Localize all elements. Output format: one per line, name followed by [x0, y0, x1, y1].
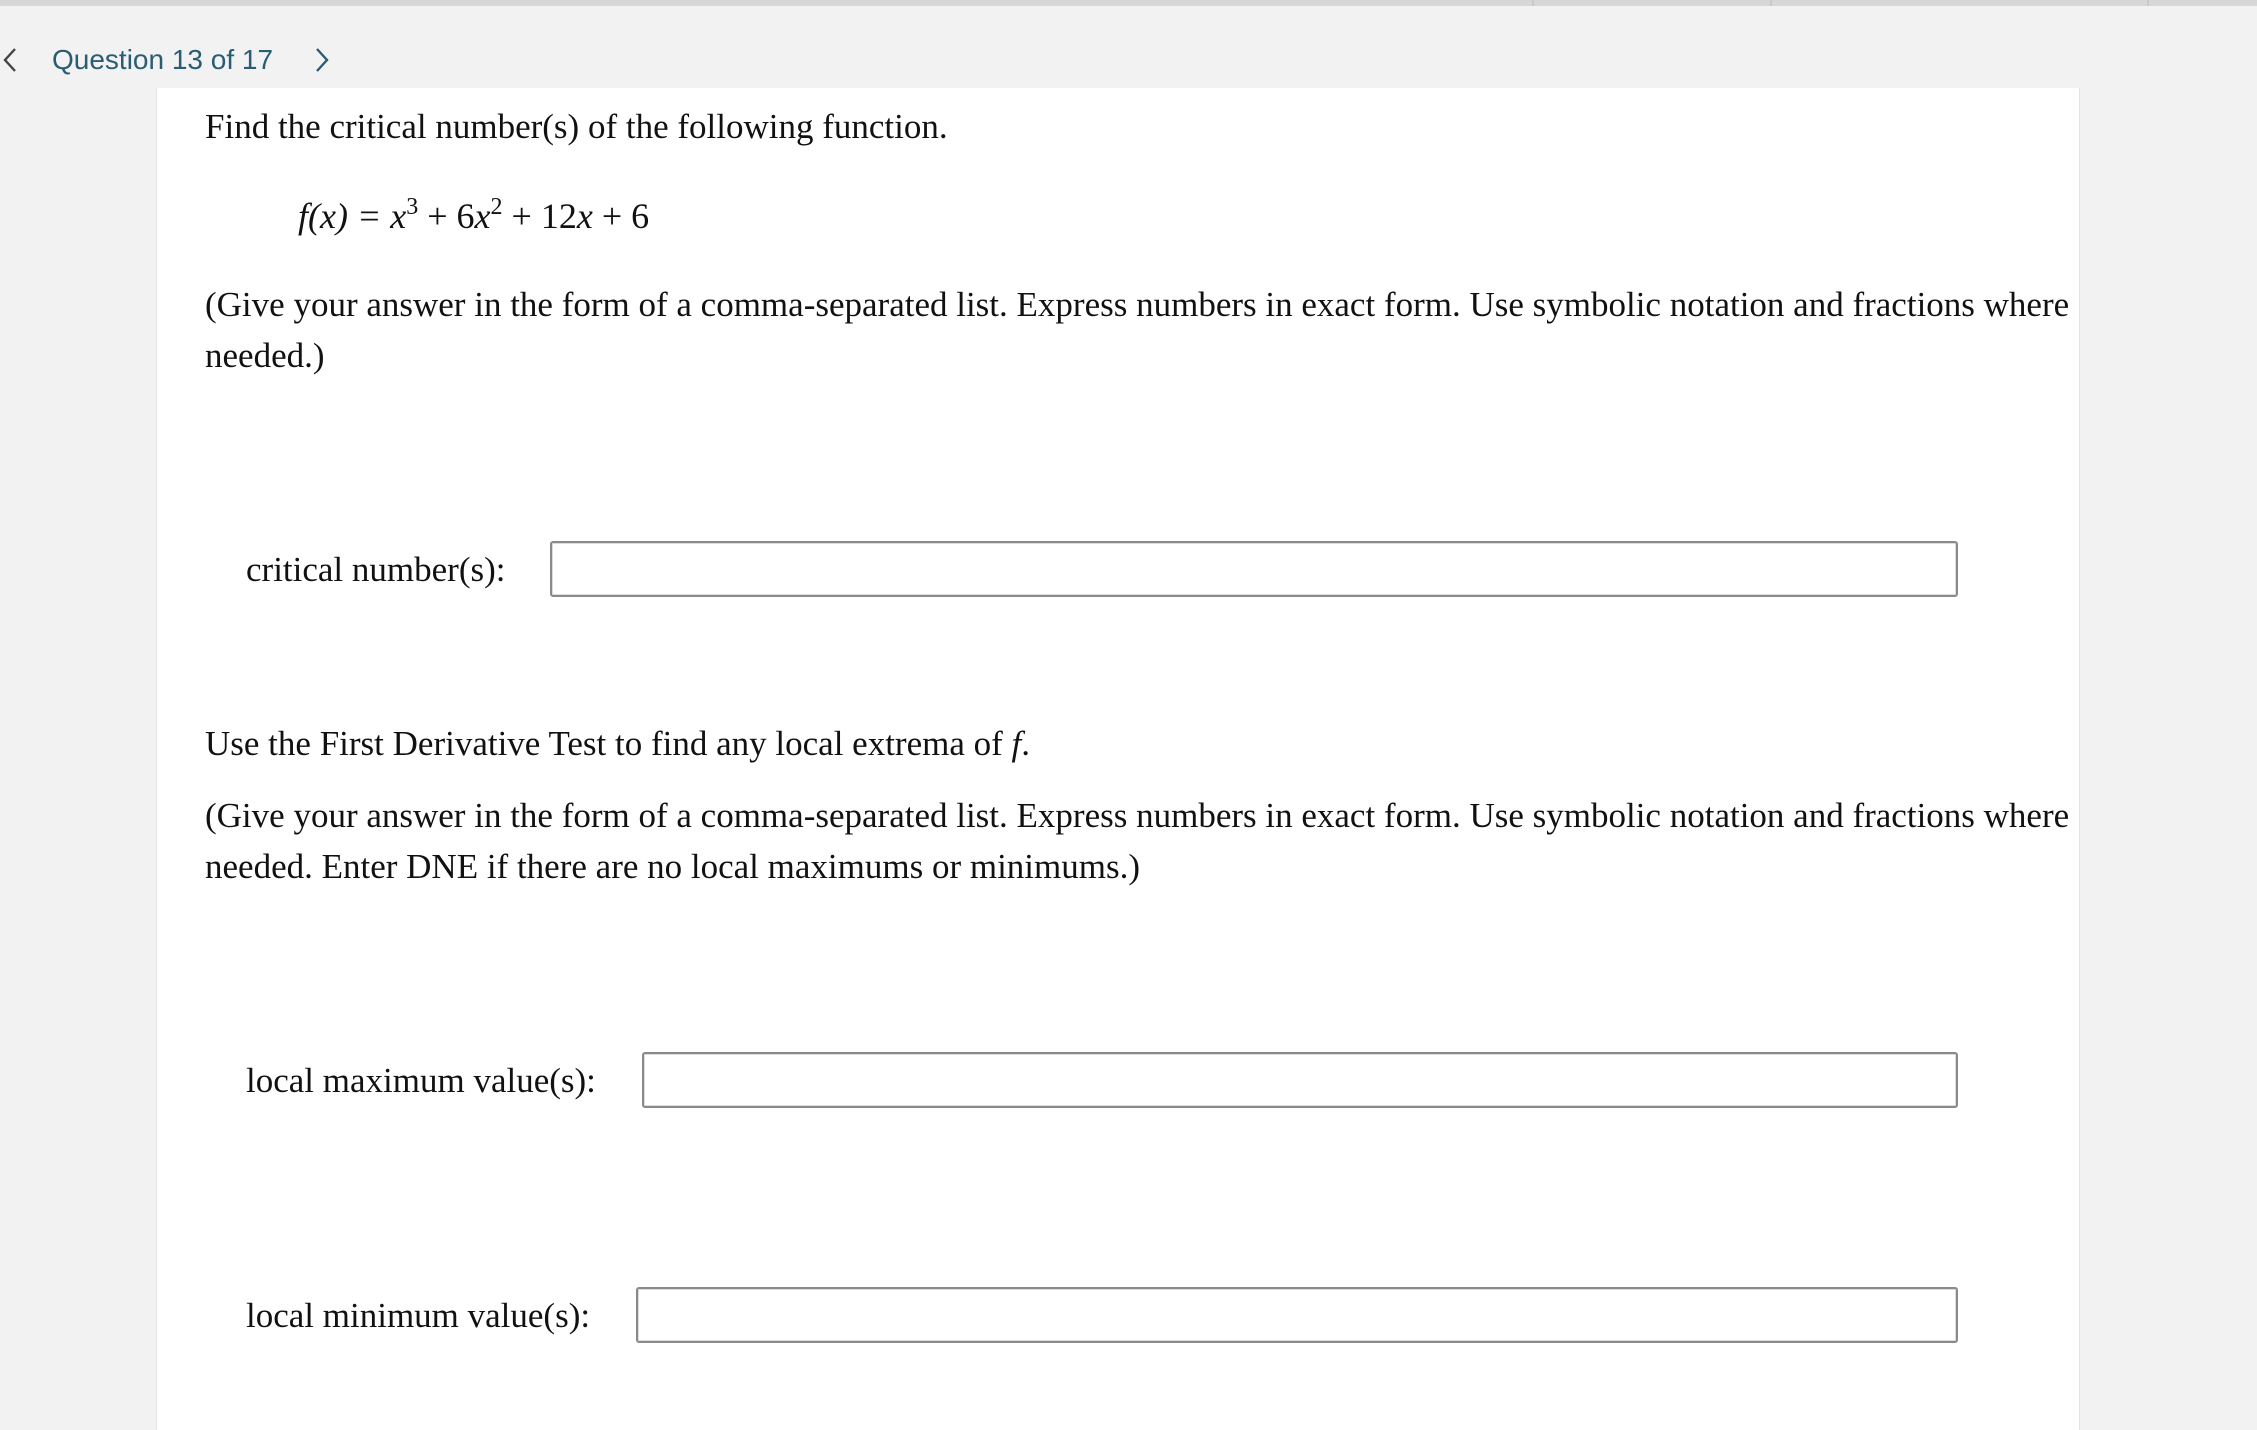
part-2-prompt-var: f	[1011, 724, 1022, 763]
formula-term-1-var: x	[390, 196, 407, 236]
instructions-part-2: (Give your answer in the form of a comma-separated list. Express numbers in exact form. Use symbolic notation and fractions where needed. Enter DNE if there are no local maximums or minimums.)	[205, 796, 2070, 886]
formula-constant: + 6	[592, 196, 650, 236]
formula-term-2-var: x	[474, 196, 491, 236]
local-min-input[interactable]	[636, 1287, 1958, 1343]
formula-term-2-coef: + 6	[418, 196, 475, 236]
critical-number-label: critical number(s):	[246, 550, 506, 589]
top-border	[0, 0, 2257, 6]
local-max-label: local maximum value(s):	[246, 1061, 596, 1100]
local-min-label: local minimum value(s):	[246, 1296, 591, 1335]
top-border-divider	[1532, 0, 1534, 6]
formula-term-3-var: x	[576, 196, 593, 236]
previous-question-button[interactable]	[0, 38, 20, 82]
chevron-left-icon	[3, 47, 17, 73]
chevron-right-icon	[315, 47, 329, 73]
question-counter: Question 13 of 17	[52, 44, 274, 75]
part-2-prompt	[205, 718, 1030, 769]
top-border-divider	[2147, 0, 2149, 6]
instructions-part-1: (Give your answer in the form of a comma-separated list. Express numbers in exact form. Use symbolic notation and fractions where needed.)	[205, 285, 2070, 375]
next-question-button[interactable]	[306, 38, 338, 82]
formula-term-3-coef: + 12	[502, 196, 577, 236]
formula-term-1-exp: 3	[406, 194, 419, 220]
top-border-divider	[1770, 0, 1772, 6]
part-2-prompt-end: .	[1021, 724, 1031, 763]
question-prompt: Find the critical number(s) of the following function.	[205, 107, 948, 146]
question-navigation	[0, 38, 400, 82]
part-2-prompt-text: Use the First Derivative Test to find any local extrema of	[205, 724, 1012, 763]
critical-number-input[interactable]	[550, 541, 1958, 597]
local-max-input[interactable]	[642, 1052, 1958, 1108]
function-formula	[298, 188, 649, 244]
formula-lhs: f(x) =	[298, 196, 391, 236]
formula-term-2-exp: 2	[490, 194, 503, 220]
